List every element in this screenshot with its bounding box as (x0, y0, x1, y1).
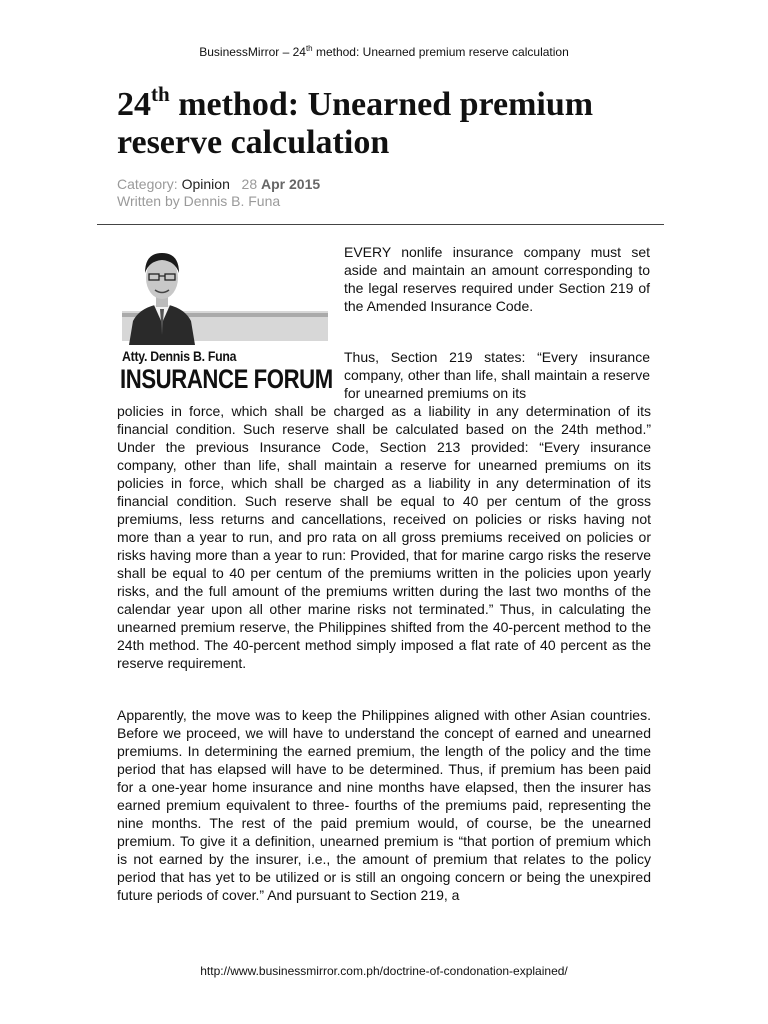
date-day: 28 (241, 176, 258, 192)
header-site: BusinessMirror – 24 (199, 45, 306, 59)
paragraph-3: Apparently, the move was to keep the Philippines aligned with other Asian countries. Before we proceed, we will have to understand the concept of earned and unearned premiums. In determining the earned premium, the length of the policy and the time period that has elapsed will have to be determined. Thus, if premium has been paid for a one-year home insurance and nine months have elapsed, then the insurer has earned premium equivalent to three- fourths of the premiums paid, representing the nine months. The rest of the paid premium would, of course, be the unearned premium. To give it a definition, unearned premium is “that portion of premium which is not earned by the insurer, i.e., the amount of premium that relates to the policy period that has yet to be utilized or is still an ongoing concern or being the unexpired future periods of cover.” And pursuant to Section 219, a (117, 707, 651, 903)
footer-url[interactable]: http://www.businessmirror.com.ph/doctrine-of-condonation-explained/ (200, 964, 568, 978)
author-line: Written by Dennis B. Funa (117, 193, 281, 209)
columnist-figure (117, 243, 331, 393)
category-link[interactable]: Opinion (181, 176, 230, 192)
category-label: Category: (117, 176, 182, 192)
running-header (0, 44, 768, 59)
title-line1: method: Unearned premium (169, 86, 594, 123)
title-sup: th (151, 82, 170, 106)
paragraph-1: EVERY nonlife insurance company must set aside and maintain an amount corresponding to the legal reserves required under Section 219 of the Amended Insurance Code. (344, 244, 650, 314)
columnist-name: Atty. Dennis B. Funa (122, 348, 237, 364)
divider (97, 224, 664, 225)
column-title: INSURANCE FORUM (120, 364, 333, 394)
header-sup: th (305, 44, 313, 53)
title-line2: reserve calculation (117, 124, 390, 161)
paragraph-2-full: policies in force, which shall be charged as a liability in any determination of its financial condition. Such reserve shall be calculated based on the 24th method.” Under the previous Insurance Code, Section 213 provided: “Every insurance company, other than life, shall maintain a reserve for unearned premiums on its policies in force, which shall be charged as a liability in any determination of its financial condition. Such reserve shall be equal to 40 per centum of the gross premiums, less returns and cancellations, received on policies or risks having not more than a year to run, and pro rata on all gross premiums received on policies or risks having more than a year to run: Provided, that for marine cargo risks the reserve shall be equal to 40 per centum of the premiums written in the policies upon yearly risks, and the full amount of the premiums written during the last two months of the calendar year upon all other marine risks not terminated.” Thus, in calculating the unearned premium reserve, the Philippines shifted from the 40-percent method to the 24th method. The 40-percent method simply imposed a flat rate of 40 percent as the reserve requirement. (117, 403, 651, 671)
columnist-portrait-icon (127, 243, 197, 345)
paragraph-2-column: Thus, Section 219 states: “Every insurance company, other than life, shall maintain a reserve for unearned premiums on its (344, 349, 650, 401)
header-rest: method: Unearned premium reserve calculation (312, 45, 569, 59)
title-num: 24 (117, 86, 151, 123)
article-title (117, 82, 677, 162)
article-meta (117, 176, 320, 210)
date-month-year: Apr 2015 (261, 176, 321, 192)
